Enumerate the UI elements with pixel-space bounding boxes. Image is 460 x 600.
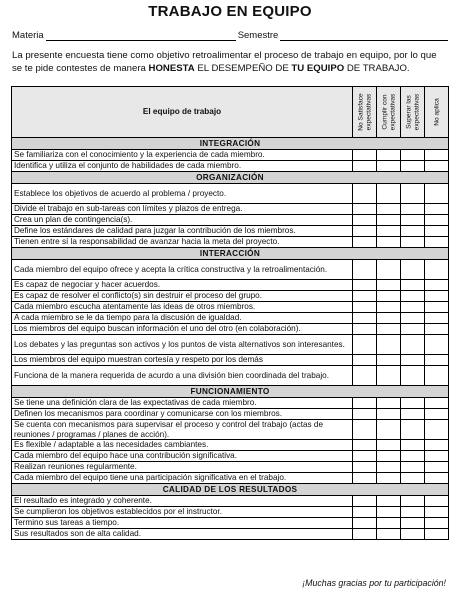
rating-cell[interactable] (377, 324, 401, 335)
rating-cell[interactable] (353, 462, 377, 473)
rating-cell[interactable] (425, 398, 449, 409)
criterion-text: Tienen entre sí la responsabilidad de avanzar hacia la meta del proyecto. (12, 237, 353, 248)
criterion-text: Se familiariza con el conocimiento y la experiencia de cada miembro. (12, 150, 353, 161)
section-row (12, 138, 449, 150)
table-row (12, 313, 449, 324)
rating-cell[interactable] (401, 355, 425, 366)
table-row (12, 226, 449, 237)
rating-cell[interactable] (353, 366, 377, 386)
criterion-text: Crea un plan de contingencia(s). (12, 215, 353, 226)
criterion-text: Cada miembro del equipo tiene una participación significativa en el trabajo. (12, 473, 353, 484)
rating-cell[interactable] (377, 355, 401, 366)
table-row (12, 204, 449, 215)
rating-cell[interactable] (401, 518, 425, 529)
rating-cell[interactable] (401, 507, 425, 518)
rating-cell[interactable] (425, 215, 449, 226)
rating-cell[interactable] (377, 462, 401, 473)
option-header-no-aplica (425, 87, 449, 138)
rating-cell[interactable] (401, 335, 425, 355)
rating-cell[interactable] (401, 440, 425, 451)
criterion-text: Funciona de la manera requerida de acurdo a una división bien coordinada del trabajo. (12, 366, 353, 386)
intro-text-1: La presente encuesta tiene como objetivo retroalimentar el proceso de trabajo en equipo, por lo que se te pide contestes de manera (12, 50, 437, 74)
rating-cell[interactable] (353, 518, 377, 529)
rating-cell[interactable] (377, 507, 401, 518)
rating-cell[interactable] (425, 355, 449, 366)
rating-cell[interactable] (401, 161, 425, 172)
rating-cell[interactable] (377, 302, 401, 313)
section-title: INTERACCIÓN (12, 248, 449, 260)
rating-cell[interactable] (377, 420, 401, 440)
intro-bold-honesta: HONESTA (148, 63, 195, 74)
option-header-no-satisface (353, 87, 377, 138)
rating-cell[interactable] (425, 226, 449, 237)
rating-cell[interactable] (401, 313, 425, 324)
criterion-text: Cada miembro escucha atentamente las ideas de otros miembros. (12, 302, 353, 313)
rating-cell[interactable] (353, 150, 377, 161)
section-row (12, 248, 449, 260)
page-title: TRABAJO EN EQUIPO (148, 3, 312, 20)
rating-cell[interactable] (377, 184, 401, 204)
table-row (12, 291, 449, 302)
rating-cell[interactable] (377, 280, 401, 291)
table-row (12, 473, 449, 484)
rating-cell[interactable] (425, 237, 449, 248)
criterion-text: Identifica y utiliza el conjunto de habilidades de cada miembro. (12, 161, 353, 172)
table-row (12, 518, 449, 529)
table-row (12, 324, 449, 335)
rating-cell[interactable] (425, 440, 449, 451)
table-row (12, 529, 449, 540)
criterion-text: Divide el trabajo en sub-tareas con límites y plazos de entrega. (12, 204, 353, 215)
rating-cell[interactable] (377, 226, 401, 237)
section-title: INTEGRACIÓN (12, 138, 449, 150)
table-row (12, 451, 449, 462)
criterion-text: Establece los objetivos de acuerdo al problema / proyecto. (12, 184, 353, 204)
materia-field[interactable] (46, 30, 236, 41)
rating-cell[interactable] (377, 291, 401, 302)
intro-paragraph (12, 49, 448, 75)
rating-cell[interactable] (425, 184, 449, 204)
rating-cell[interactable] (353, 507, 377, 518)
table-row (12, 302, 449, 313)
rating-cell[interactable] (353, 451, 377, 462)
rating-cell[interactable] (401, 324, 425, 335)
rating-cell[interactable] (401, 226, 425, 237)
materia-label: Materia (12, 30, 44, 41)
rating-cell[interactable] (401, 409, 425, 420)
section-row (12, 484, 449, 496)
criterion-text: A cada miembro se le da tiempo para la discusión de igualdad. (12, 313, 353, 324)
rating-cell[interactable] (425, 324, 449, 335)
table-row (12, 366, 449, 386)
table-row (12, 184, 449, 204)
criterion-text: Los debates y las preguntas son activos y los puntos de vista alternativos son interesantes. (12, 335, 353, 355)
table-row (12, 507, 449, 518)
table-row (12, 409, 449, 420)
rating-cell[interactable] (425, 335, 449, 355)
option-label: Superar las expectativas (405, 93, 420, 131)
rating-cell[interactable] (377, 204, 401, 215)
rating-cell[interactable] (401, 184, 425, 204)
rating-cell[interactable] (401, 302, 425, 313)
criterion-text: Define los estándares de calidad para juzgar la contribución de los miembros. (12, 226, 353, 237)
rating-cell[interactable] (353, 355, 377, 366)
rating-cell[interactable] (353, 161, 377, 172)
rating-cell[interactable] (425, 462, 449, 473)
survey-body (12, 138, 449, 540)
table-row (12, 260, 449, 280)
criterion-text: Es flexible / adaptable a las necesidades cambiantes. (12, 440, 353, 451)
rating-cell[interactable] (425, 507, 449, 518)
rating-cell[interactable] (425, 204, 449, 215)
table-row (12, 161, 449, 172)
table-row (12, 150, 449, 161)
table-row (12, 215, 449, 226)
section-title: CALIDAD DE LOS RESULTADOS (12, 484, 449, 496)
rating-cell[interactable] (425, 280, 449, 291)
criterion-text: Se tiene una definición clara de las expectativas de cada miembro. (12, 398, 353, 409)
section-row (12, 386, 449, 398)
rating-cell[interactable] (401, 237, 425, 248)
rating-cell[interactable] (377, 313, 401, 324)
rating-cell[interactable] (401, 291, 425, 302)
table-row (12, 496, 449, 507)
rating-cell[interactable] (425, 291, 449, 302)
criterion-text: Realizan reuniones regularmente. (12, 462, 353, 473)
thanks-note: ¡Muchas gracias por tu participación! (302, 578, 446, 588)
rating-cell[interactable] (401, 473, 425, 484)
rating-cell[interactable] (425, 420, 449, 440)
form-fields (12, 27, 448, 41)
criterion-text: Termino sus tareas a tiempo. (12, 518, 353, 529)
intro-bold-tu-equipo: TU EQUIPO (291, 63, 345, 74)
rating-cell[interactable] (401, 280, 425, 291)
table-row (12, 398, 449, 409)
rating-cell[interactable] (401, 204, 425, 215)
rating-cell[interactable] (377, 440, 401, 451)
criterion-text: Los miembros del equipo muestran cortesía y respeto por los demás (12, 355, 353, 366)
criterion-text: Se cumplieron los objetivos establecidos por el instructor. (12, 507, 353, 518)
rating-cell[interactable] (425, 313, 449, 324)
rating-cell[interactable] (401, 496, 425, 507)
rating-cell[interactable] (377, 215, 401, 226)
table-header-row (12, 87, 449, 138)
rating-cell[interactable] (377, 473, 401, 484)
rating-cell[interactable] (377, 529, 401, 540)
rating-cell[interactable] (377, 398, 401, 409)
rating-cell[interactable] (377, 161, 401, 172)
criterion-text: Los miembros del equipo buscan información el uno del otro (en colaboración). (12, 324, 353, 335)
table-row (12, 237, 449, 248)
rating-cell[interactable] (353, 215, 377, 226)
rating-cell[interactable] (377, 260, 401, 280)
table-row (12, 462, 449, 473)
rating-cell[interactable] (353, 302, 377, 313)
rating-cell[interactable] (353, 529, 377, 540)
option-label: Cumplir con expectativas (381, 93, 396, 131)
semestre-field[interactable] (280, 30, 448, 41)
rating-cell[interactable] (353, 291, 377, 302)
rating-cell[interactable] (425, 366, 449, 386)
rating-cell[interactable] (401, 398, 425, 409)
table-row (12, 440, 449, 451)
survey-table (11, 86, 449, 540)
table-row (12, 280, 449, 291)
criterion-text: El resultado es integrado y coherente. (12, 496, 353, 507)
rating-cell[interactable] (401, 260, 425, 280)
criterion-text: Se cuenta con mecanismos para supervisar el proceso y control del trabajo (actas de reuniones / programas / planes de acción). (12, 420, 353, 440)
rating-cell[interactable] (401, 366, 425, 386)
rating-cell[interactable] (425, 473, 449, 484)
option-label: No aplica (432, 98, 440, 126)
criterion-text: Es capaz de negociar y hacer acuerdos. (12, 280, 353, 291)
rating-cell[interactable] (377, 335, 401, 355)
criterion-text: Sus resultados son de alta calidad. (12, 529, 353, 540)
rating-cell[interactable] (353, 324, 377, 335)
table-header-title: El equipo de trabajo (12, 87, 353, 138)
rating-cell[interactable] (353, 496, 377, 507)
rating-cell[interactable] (425, 161, 449, 172)
criterion-text: Es capaz de resolver el conflicto(s) sin destruir el proceso del grupo. (12, 291, 353, 302)
rating-cell[interactable] (353, 440, 377, 451)
rating-cell[interactable] (425, 496, 449, 507)
option-header-superar (401, 87, 425, 138)
rating-cell[interactable] (401, 529, 425, 540)
option-label: No Satisface expectativas (357, 93, 372, 131)
rating-cell[interactable] (401, 215, 425, 226)
rating-cell[interactable] (401, 420, 425, 440)
rating-cell[interactable] (353, 226, 377, 237)
rating-cell[interactable] (353, 313, 377, 324)
rating-cell[interactable] (377, 518, 401, 529)
rating-cell[interactable] (377, 409, 401, 420)
rating-cell[interactable] (425, 451, 449, 462)
rating-cell[interactable] (377, 496, 401, 507)
rating-cell[interactable] (377, 237, 401, 248)
intro-text-3: DE TRABAJO. (344, 63, 410, 74)
rating-cell[interactable] (353, 260, 377, 280)
rating-cell[interactable] (353, 237, 377, 248)
rating-cell[interactable] (377, 451, 401, 462)
rating-cell[interactable] (401, 451, 425, 462)
rating-cell[interactable] (425, 518, 449, 529)
rating-cell[interactable] (425, 260, 449, 280)
semestre-label: Semestre (237, 30, 279, 41)
rating-cell[interactable] (353, 204, 377, 215)
criterion-text: Definen los mecanismos para coordinar y comunicarse con los miembros. (12, 409, 353, 420)
table-row (12, 335, 449, 355)
rating-cell[interactable] (353, 420, 377, 440)
rating-cell[interactable] (377, 150, 401, 161)
rating-cell[interactable] (425, 302, 449, 313)
option-header-cumplir (377, 87, 401, 138)
rating-cell[interactable] (353, 335, 377, 355)
rating-cell[interactable] (425, 150, 449, 161)
rating-cell[interactable] (353, 280, 377, 291)
rating-cell[interactable] (377, 366, 401, 386)
rating-cell[interactable] (353, 409, 377, 420)
section-title: ORGANIZACIÓN (12, 172, 449, 184)
rating-cell[interactable] (401, 462, 425, 473)
intro-text-2: EL DESEMPEÑO DE (194, 63, 292, 74)
rating-cell[interactable] (425, 409, 449, 420)
criterion-text: Cada miembro del equipo ofrece y acepta la crítica constructiva y la retroalimentación. (12, 260, 353, 280)
table-row (12, 420, 449, 440)
table-row (12, 355, 449, 366)
rating-cell[interactable] (353, 473, 377, 484)
rating-cell[interactable] (401, 150, 425, 161)
criterion-text: Cada miembro del equipo hace una contribución significativa. (12, 451, 353, 462)
rating-cell[interactable] (425, 529, 449, 540)
rating-cell[interactable] (353, 184, 377, 204)
section-row (12, 172, 449, 184)
section-title: FUNCIONAMIENTO (12, 386, 449, 398)
rating-cell[interactable] (353, 398, 377, 409)
